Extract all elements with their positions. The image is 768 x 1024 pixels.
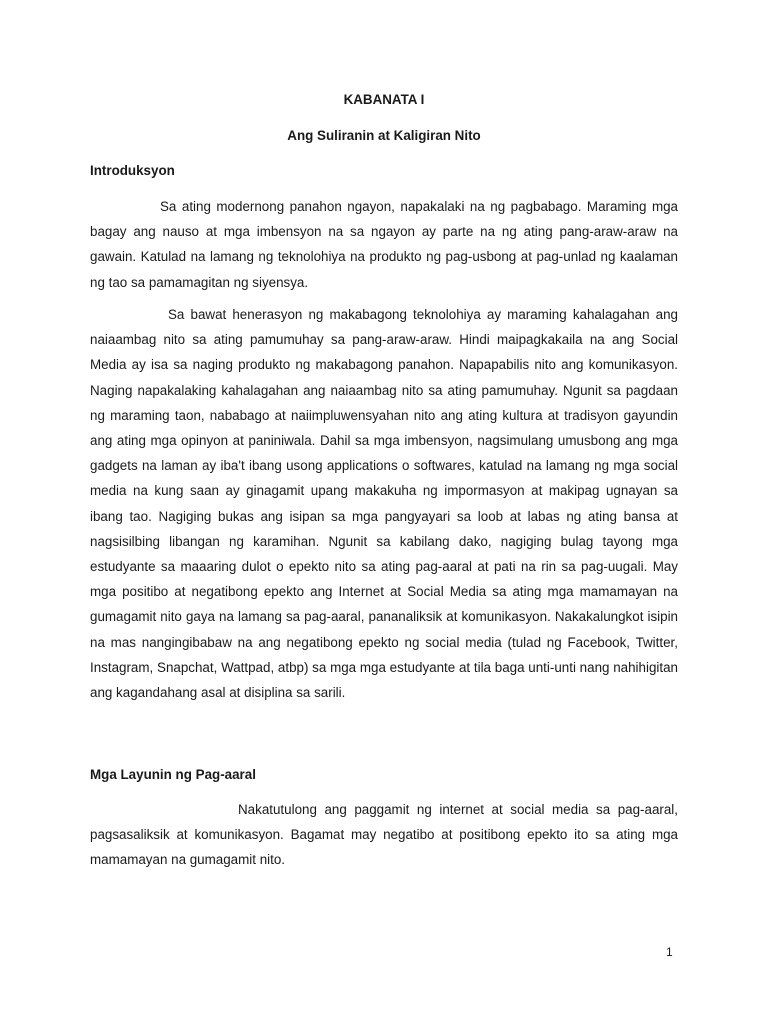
layunin-paragraph-1: Nakatutulong ang paggamit ng internet at social media sa pag-aaral, pagsasaliksik at komunikasyon. Bagamat may negatibo at positibong epekto ito sa ating mga mamamayan na gumagamit nito. [90, 802, 678, 868]
introduksyon-paragraph-2: Sa bawat henerasyon ng makabagong teknolohiya ay maraming kahalagahan ang naiaambag nito sa ating pamumuhay sa pang-araw-araw. Hindi maipagkakaila na ang Social Media ay isa sa naging produkto ng makabagong panahon. Napapabilis nito ang komunikasyon. Naging napakalaking kahalagahan ang naiaambag nito sa ating pamumuhay. Ngunit sa pagdaan ng maraming taon, nababago at naiimpluwensyahan nito ang ating kultura at tradisyon gayundin ang ating mga opinyon at paniniwala. Dahil sa mga imbensyon, nagsimulang umusbong ang mga gadgets na laman ay iba't ibang usong applications o softwares, katulad na lamang ng mga social media na kung saan ay ginagamit upang makakuha ng impormasyon at makipag ugnayan sa ibang tao. Nagiging bukas ang isipan sa mga pangyayari sa loob at labas ng ating bansa at nagsisilbing libangan ng karamihan. Ngunit sa kabilang dako, nagiging bulag tayong mga estudyante sa maaaring dulot o epekto nito sa ating pag-aaral at pati na rin sa pag-uugali. May mga positibo at negatibong epekto ang Internet at Social Media sa ating mga mamamayan na gumagamit nito gaya na lamang sa pag-aaral, pananaliksik at komunikasyon. Nakakalungkot isipin na mas nangingibabaw na ang negatibong epekto ng social media (tulad ng Facebook, Twitter, Instagram, Snapchat, Wattpad, atbp) sa mga mga estudyante at tila baga unti-unti nang nahihigitan ang kagandahang asal at disiplina sa sarili. [90, 307, 678, 701]
section-heading-layunin: Mga Layunin ng Pag-aaral [90, 767, 256, 782]
page-number: 1 [666, 945, 673, 959]
chapter-subtitle: Ang Suliranin at Kaligiran Nito [287, 128, 481, 143]
chapter-title: KABANATA I [343, 92, 425, 107]
section-heading-introduksyon: Introduksyon [90, 163, 175, 178]
introduksyon-paragraph-1: Sa ating modernong panahon ngayon, napakalaki na ng pagbabago. Maraming mga bagay ang nauso at mga imbensyon na sa ngayon ay parte na ng ating pang-araw-araw na gawain. Katulad na lamang ng teknolohiya na produkto ng pag-usbong at pag-unlad ng kaalaman ng tao sa pamamagitan ng siyensya. [90, 199, 678, 290]
